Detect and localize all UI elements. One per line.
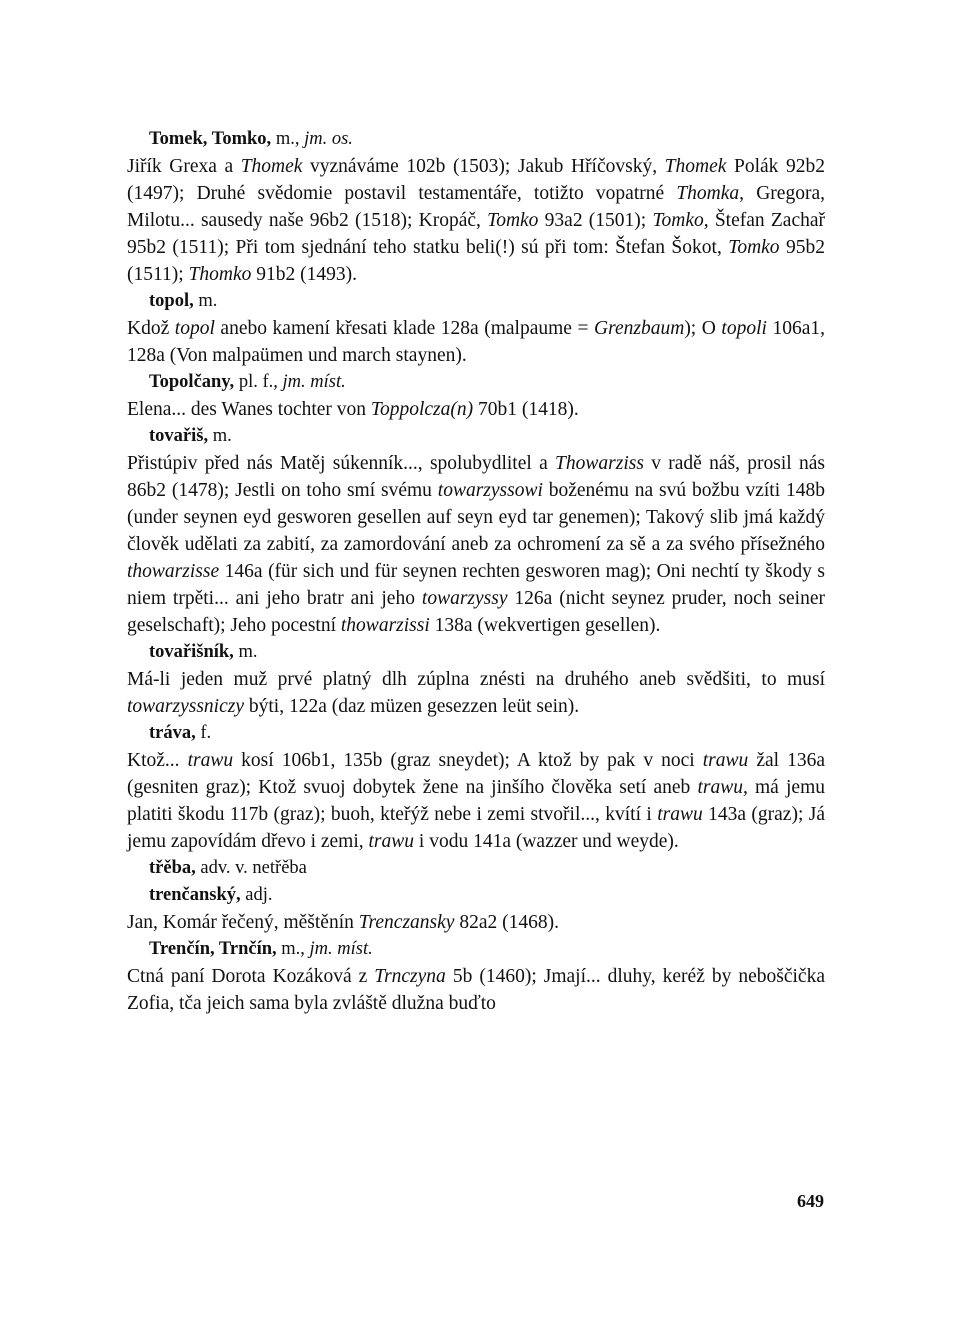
entry-text xyxy=(127,450,825,639)
cited-form: trawu xyxy=(657,804,703,825)
entry-text xyxy=(127,315,825,369)
entry-topolcany xyxy=(127,369,825,423)
text-run: 82a2 (1468). xyxy=(454,912,559,933)
text-run: anebo kamení křesati klade 128a (malpaume = xyxy=(214,318,595,339)
grammar-label: adv. v. netřěba xyxy=(200,858,307,878)
text-run: Ktož... xyxy=(127,750,188,771)
cited-form: Toppolcza(n) xyxy=(370,399,474,420)
grammar-label: m. xyxy=(212,426,232,446)
text-run: 126a (nicht seynez pruder, noch seiner geselschaft); Jeho pocestní xyxy=(127,588,825,636)
cited-form: towarzyssniczy xyxy=(127,696,244,717)
cited-form: trawu xyxy=(702,750,749,771)
headword-line xyxy=(149,936,825,963)
text-run: Má-li jeden muž prvé platný dlh zúplna znésti na druhého aneb svědšiti, to musí xyxy=(127,669,825,690)
headword: tovařišník, xyxy=(149,642,234,662)
grammar-label: pl. f., xyxy=(238,372,278,392)
text-run: 95b2 (1511); xyxy=(127,237,825,285)
text-run: 146a (für sich und für seynen rechten gesworen mag); Oni nechtí ty škody s niem trpěti... ani jeho bratr ani jeho xyxy=(127,561,825,609)
text-run: Štefan Zachař 95b2 (1511); Při tom sjednání teho statku beli(!) sú při tom: Štefan Šokot, xyxy=(127,210,826,258)
text-run: 138a (wekvertigen gesellen). xyxy=(429,615,661,636)
entry-trencin xyxy=(127,936,825,1017)
entry-text xyxy=(127,747,825,855)
text-run: Elena... des Wanes tochter von xyxy=(127,399,371,420)
cited-form: topol xyxy=(174,318,215,339)
entry-topol xyxy=(127,288,825,369)
cited-form: Trnczyna xyxy=(374,966,446,987)
text-run: Gregora, Milotu... sausedy naše 96b2 (1518); Kropáč, xyxy=(127,183,825,231)
headword: třěba, xyxy=(149,858,196,878)
grammar-label: m. xyxy=(198,291,218,311)
text-run: i vodu 141a (wazzer und weyde). xyxy=(414,831,679,852)
text-run: 143a (graz); Já jemu zapovídám dřevo i zemi, xyxy=(127,804,826,852)
headword: tovařiš, xyxy=(149,426,209,446)
grammar-label: m. xyxy=(238,642,258,662)
entry-tovarisnik xyxy=(127,639,825,720)
cited-form: trawu, xyxy=(697,777,748,798)
page-number: 649 xyxy=(797,1191,824,1211)
headword-line xyxy=(149,882,825,909)
text-run: kosí 106b1, 135b (graz sneydet); A ktož by pak v noci xyxy=(233,750,703,771)
headword-line xyxy=(149,423,825,450)
cited-form: Thomek xyxy=(664,156,727,177)
text-run: 93a2 (1501); xyxy=(538,210,653,231)
text-run: Jan, Komár řečený, měštěnín xyxy=(127,912,359,933)
cited-form: Thowarziss xyxy=(555,453,644,474)
text-run: býti, 122a (daz müzen gesezzen leüt sein). xyxy=(244,696,580,717)
headword-line xyxy=(149,369,825,396)
cited-form: Trenczansky xyxy=(358,912,455,933)
text-run: Přistúpiv před nás Matěj súkenník..., spolubydlitel a xyxy=(127,453,556,474)
cited-form: Tomko xyxy=(728,237,780,258)
text-run: Kdož xyxy=(127,318,175,339)
headword: Topolčany, xyxy=(149,372,235,392)
headword-line xyxy=(149,855,825,882)
cited-form: Thomko xyxy=(188,264,252,285)
cited-form: Grenzbaum xyxy=(594,318,685,339)
text-run: 5b (1460); Jmají... dluhy, keréž by neboščička Zofia, tča jeich sama byla zvláště dlužna buďto xyxy=(127,966,825,1014)
entry-text xyxy=(127,396,825,423)
grammar-label: m., xyxy=(281,939,305,959)
grammar-label: m., xyxy=(275,129,300,149)
headword: Trenčín, Trnčín, xyxy=(149,939,277,959)
cited-form: towarzyssy xyxy=(421,588,508,609)
text-run: Jiřík Grexa a xyxy=(127,156,241,177)
entry-text xyxy=(127,666,825,720)
headword: tráva, xyxy=(149,723,196,743)
cited-form: thowarzisse xyxy=(127,561,220,582)
cited-form: Thomka, xyxy=(676,183,745,204)
gloss-note: jm. míst. xyxy=(309,939,373,959)
text-run: boženému na svú božbu vzíti 148b (under seynen eyd gesworen gesellen auf seyn eyd tar genemen); Takový slib jmá každý člověk udělati za zabití, za zamordování aneb za ochromení za sě a za svého přísežného xyxy=(127,480,825,555)
cited-form: trawu xyxy=(187,750,234,771)
entry-tovaris xyxy=(127,423,825,639)
dictionary-column xyxy=(127,126,825,1017)
entry-trava xyxy=(127,720,825,855)
text-run: ); O xyxy=(684,318,722,339)
text-run: má jemu platiti škodu 117b (graz); buoh, kteřýž nebe i zemi stvořil..., kvítí i xyxy=(127,777,825,825)
text-run: Ctná paní Dorota Kozáková z xyxy=(127,966,375,987)
cited-form: Tomko xyxy=(487,210,539,231)
text-run: 70b1 (1418). xyxy=(473,399,579,420)
entry-trencansky xyxy=(127,882,825,936)
headword: Tomek, Tomko, xyxy=(149,129,272,149)
gloss-note: jm. os. xyxy=(304,129,353,149)
text-run: Polák 92b2 (1497); Druhé svědomie postavil testamentáře, totižto vopatrné xyxy=(127,156,825,204)
headword-line xyxy=(149,639,825,666)
text-run: 91b2 (1493). xyxy=(251,264,358,285)
cited-form: trawu xyxy=(368,831,415,852)
text-run: žal 136a (gesniten graz); Ktož svuoj dobytek žene na jinšího člověka setí aneb xyxy=(127,750,826,798)
grammar-label: adj. xyxy=(245,885,273,905)
entry-treba xyxy=(127,855,825,882)
entry-tomek xyxy=(127,126,825,288)
cited-form: Tomko, xyxy=(652,210,709,231)
entry-text xyxy=(127,153,825,288)
cited-form: thowarzissi xyxy=(340,615,430,636)
headword: topol, xyxy=(149,291,194,311)
text-run: v radě náš, prosil nás 86b2 (1478); Jestli on toho smí svému xyxy=(127,453,825,501)
headword-line xyxy=(149,126,825,153)
headword-line xyxy=(149,288,825,315)
cited-form: Thomek xyxy=(240,156,303,177)
grammar-label: f. xyxy=(200,723,212,743)
text-run: vyznáváme 102b (1503); Jakub Hříčovský, xyxy=(302,156,665,177)
entry-text xyxy=(127,963,825,1017)
gloss-note: jm. míst. xyxy=(282,372,346,392)
headword-line xyxy=(149,720,825,747)
headword: trenčanský, xyxy=(149,885,241,905)
cited-form: towarzyssowi xyxy=(437,480,543,501)
text-run: 106a1, 128a (Von malpaümen und march staynen). xyxy=(127,318,825,366)
entry-text xyxy=(127,909,825,936)
cited-form: topoli xyxy=(721,318,767,339)
